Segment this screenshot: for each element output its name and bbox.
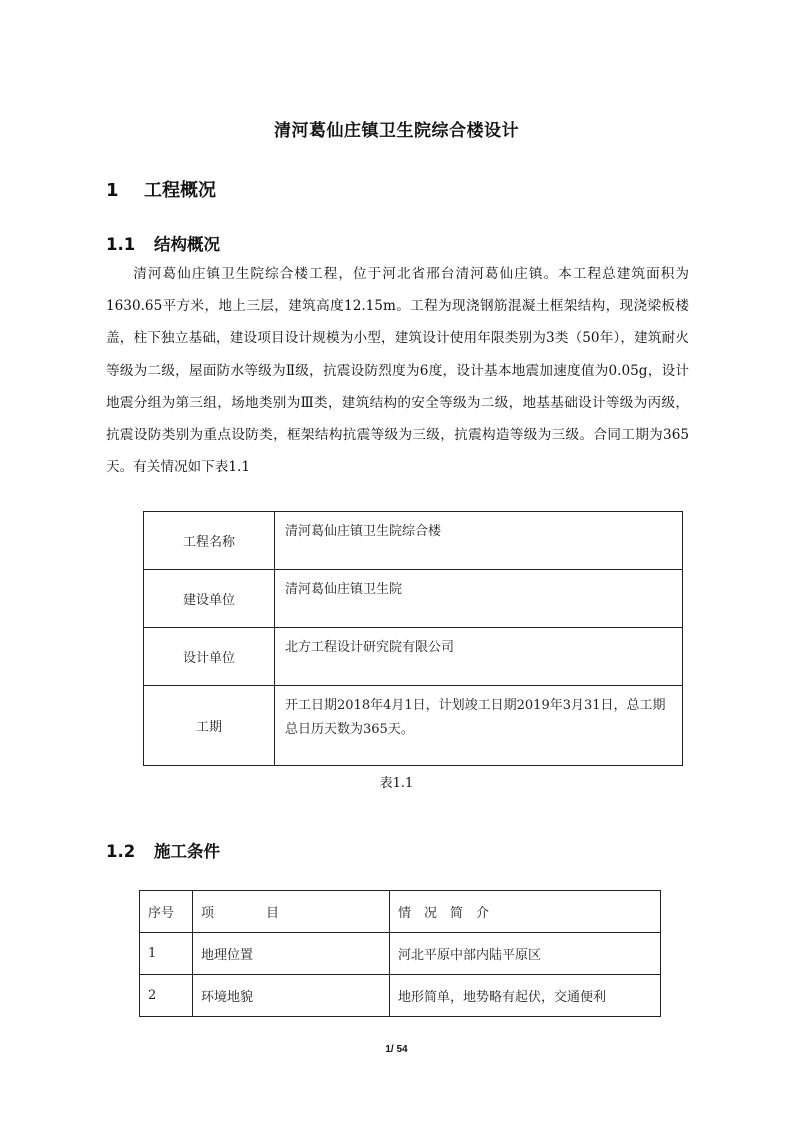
table-header-cell: 序号 xyxy=(140,891,193,933)
project-info-table xyxy=(143,511,683,766)
table-header-row xyxy=(140,891,661,933)
structure-overview-paragraph: 清河葛仙庄镇卫生院综合楼工程，位于河北省邢台清河葛仙庄镇。本工程总建筑面积为1630.65平方米，地上三层，建筑高度12.15m。工程为现浇钢筋混凝土框架结构，现浇梁板楼盖，柱下独立基础，建设项目设计规模为小型，建筑设计使用年限类别为3类（50年），建筑耐火等级为二级，屋面防水等级为Ⅱ级，抗震设防烈度为6度，设计基本地震加速度值为0.05g，设计地震分组为第三组，场地类别为Ⅲ类，建筑结构的安全等级为二级，地基基础设计等级为丙级，抗震设防类别为重点设防类，框架结构抗震等级为三级，抗震构造等级为三级。合同工期为365天。有关情况如下表1.1 xyxy=(106,266,689,476)
section-1-2-heading xyxy=(106,838,220,862)
table-row xyxy=(144,570,683,628)
table-cell-label: 建设单位 xyxy=(144,570,275,628)
page-number: 1/ 54 xyxy=(385,1044,408,1055)
document-title: 清河葛仙庄镇卫生院综合楼设计 xyxy=(274,121,519,141)
table-row xyxy=(144,686,683,766)
table-cell-value: 北方工程设计研究院有限公司 xyxy=(275,628,683,686)
table-cell: 环境地貌 xyxy=(193,975,390,1017)
table-cell-value: 开工日期2018年4月1日，计划竣工日期2019年3月31日，总工期总日历天数为365天。 xyxy=(275,686,683,766)
table-header-cell: 情 况 简 介 xyxy=(390,891,661,933)
table-row xyxy=(140,933,661,975)
table-cell-value: 清河葛仙庄镇卫生院 xyxy=(275,570,683,628)
table-row xyxy=(140,975,661,1017)
table-cell: 1 xyxy=(140,933,193,975)
section-1-heading xyxy=(106,176,216,202)
section-title: 工程概况 xyxy=(144,180,216,201)
section-title: 施工条件 xyxy=(154,842,220,861)
table-cell: 2 xyxy=(140,975,193,1017)
table-cell: 河北平原中部内陆平原区 xyxy=(390,933,661,975)
table-bottom-rule xyxy=(139,1016,661,1017)
table-row xyxy=(144,512,683,570)
section-number: 1 xyxy=(106,180,119,201)
section-number: 1.2 xyxy=(106,842,136,861)
table-caption: 表1.1 xyxy=(379,776,414,791)
section-title: 结构概况 xyxy=(154,235,220,254)
table-cell-label: 工程名称 xyxy=(144,512,275,570)
table-header-cell: 项 目 xyxy=(193,891,390,933)
section-number: 1.1 xyxy=(106,235,136,254)
table-cell-label: 设计单位 xyxy=(144,628,275,686)
construction-conditions-table xyxy=(139,890,661,1017)
table-cell: 地形简单，地势略有起伏，交通便利 xyxy=(390,975,661,1017)
table-cell-value: 清河葛仙庄镇卫生院综合楼 xyxy=(275,512,683,570)
section-1-1-heading xyxy=(106,231,220,255)
table-cell: 地理位置 xyxy=(193,933,390,975)
table-cell-label: 工期 xyxy=(144,686,275,766)
table-row xyxy=(144,628,683,686)
